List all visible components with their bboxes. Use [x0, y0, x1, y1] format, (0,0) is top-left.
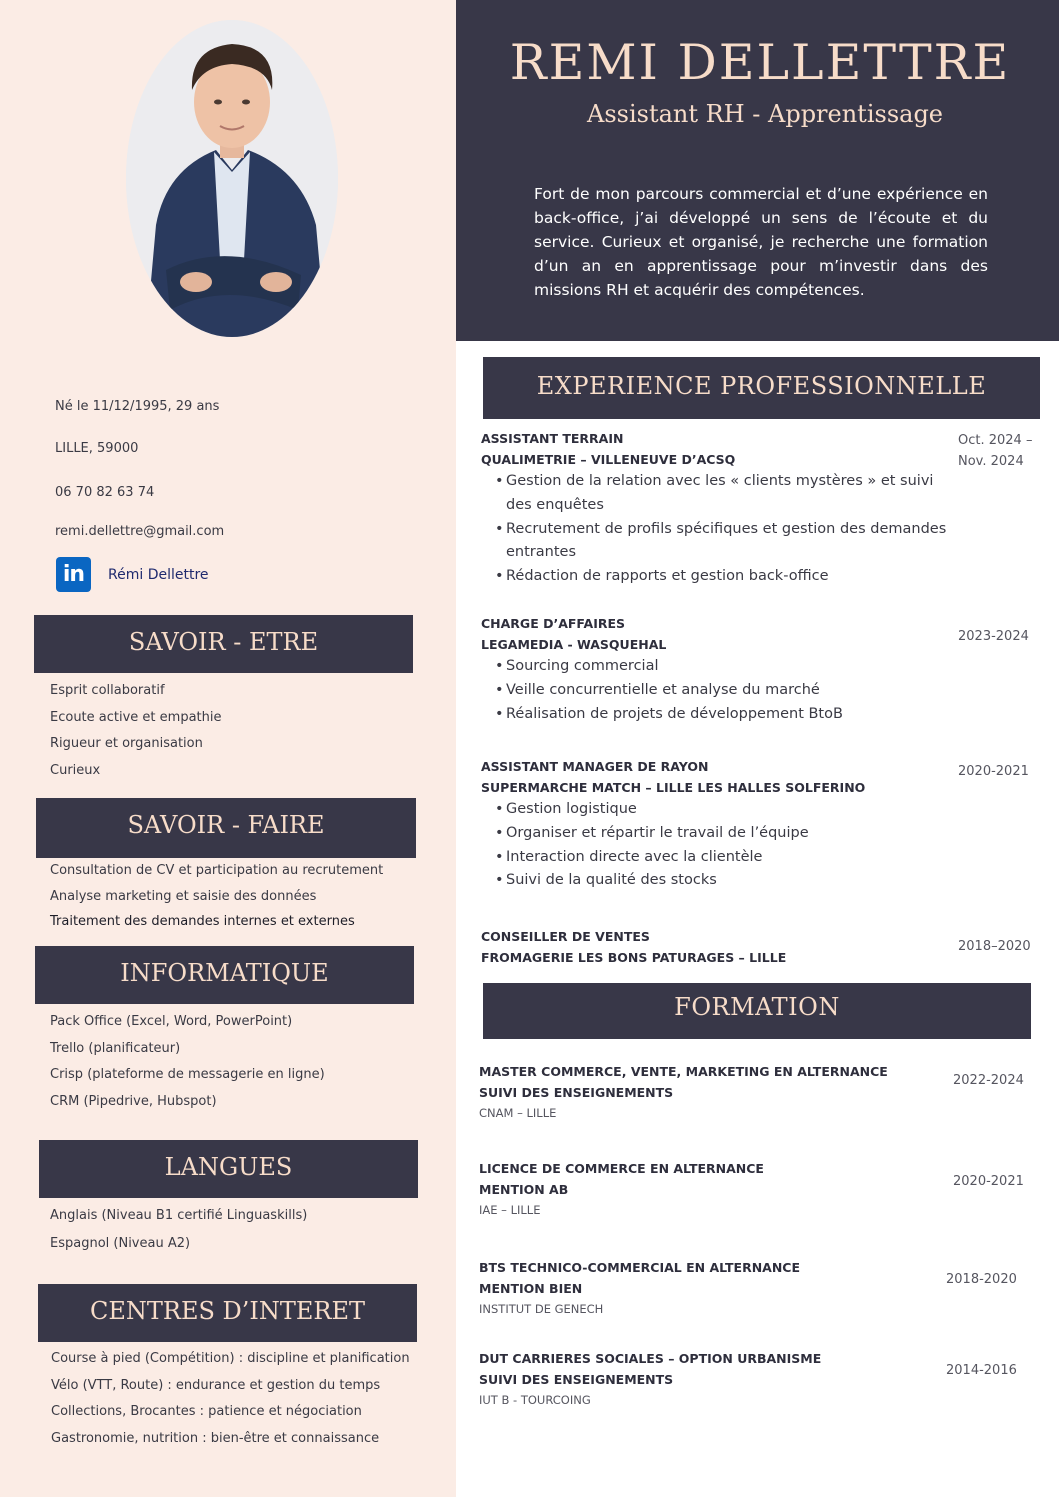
- section-header-experience: EXPERIENCE PROFESSIONNELLE: [483, 357, 1040, 419]
- education-date: 2014-2016: [946, 1363, 1017, 1378]
- list-item: Esprit collaboratif: [50, 683, 165, 698]
- linkedin-icon[interactable]: in: [56, 557, 91, 592]
- section-header-savoir-faire: SAVOIR - FAIRE: [36, 798, 416, 856]
- education-entry: [479, 1348, 909, 1411]
- section-header-centres-interet: CENTRES D’INTERET: [38, 1284, 417, 1342]
- experience-entry: [481, 428, 951, 589]
- list-item: • Réalisation de projets de développement BtoB: [495, 703, 951, 727]
- education-date: 2020-2021: [953, 1174, 1024, 1189]
- list-item: Ecoute active et empathie: [50, 709, 222, 725]
- job-role: ASSISTANT TERRAIN: [481, 431, 624, 446]
- interets-list: [51, 1346, 410, 1452]
- list-item: Course à pied (Compétition) : discipline et planification: [51, 1351, 410, 1366]
- list-item: • Suivi de la qualité des stocks: [495, 869, 951, 893]
- job-title: Assistant RH - Apprentissage: [586, 100, 944, 128]
- education-school: CNAM – LILLE: [479, 1106, 557, 1120]
- city: LILLE, 59000: [55, 441, 139, 456]
- job-role: CHARGE D’AFFAIRES: [481, 616, 626, 631]
- job-role: CONSEILLER DE VENTES: [481, 929, 650, 944]
- job-company: FROMAGERIE LES BONS PATURAGES – LILLE: [481, 950, 787, 965]
- section-header-langues: LANGUES: [39, 1140, 418, 1198]
- education-entry: [479, 1061, 909, 1124]
- education-school: IAE – LILLE: [479, 1203, 541, 1217]
- list-item: • Rédaction de rapports et gestion back-office: [495, 565, 951, 589]
- list-item: • Veille concurrentielle et analyse du marché: [495, 679, 951, 703]
- list-item: Collections, Brocantes : patience et négociation: [51, 1404, 362, 1419]
- savoir-faire-list: [50, 858, 383, 935]
- job-date: 2023-2024: [958, 629, 1029, 644]
- education-date: 2022-2024: [953, 1073, 1024, 1088]
- savoir-etre-list: [50, 678, 221, 784]
- birth-date: Né le 11/12/1995, 29 ans: [55, 399, 220, 414]
- list-item: • Interaction directe avec la clientèle: [495, 846, 951, 870]
- list-item: • Organiser et répartir le travail de l’équipe: [495, 822, 951, 846]
- education-entry: [479, 1257, 909, 1320]
- list-item: • Gestion de la relation avec les « clients mystères » et suivi des enquêtes: [495, 470, 951, 518]
- section-header-savoir-etre: SAVOIR - ETRE: [34, 615, 413, 673]
- education-title: MASTER COMMERCE, VENTE, MARKETING EN ALTERNANCE: [479, 1064, 888, 1079]
- education-date: 2018-2020: [946, 1272, 1017, 1287]
- education-mention: MENTION AB: [479, 1182, 569, 1197]
- email-address[interactable]: remi.dellettre@gmail.com: [55, 524, 225, 539]
- candidate-name: REMI DELLETTRE: [509, 34, 1011, 91]
- job-date: Oct. 2024 –: [958, 433, 1033, 448]
- job-date: 2020-2021: [958, 764, 1029, 779]
- job-bullets: [481, 470, 951, 589]
- job-company: SUPERMARCHE MATCH – LILLE LES HALLES SOLFERINO: [481, 780, 866, 795]
- list-item: • Gestion logistique: [495, 798, 951, 822]
- list-item: Analyse marketing et saisie des données: [50, 888, 317, 904]
- langues-list: [50, 1202, 307, 1258]
- job-date: Nov. 2024: [958, 454, 1024, 469]
- profile-photo: [126, 20, 338, 337]
- list-item: Consultation de CV et participation au recrutement: [50, 863, 384, 878]
- job-bullets: [481, 655, 951, 726]
- education-school: IUT B - TOURCOING: [479, 1393, 591, 1407]
- list-item: Traitement des demandes internes et externes: [50, 914, 355, 929]
- education-title: BTS TECHNICO-COMMERCIAL EN ALTERNANCE: [479, 1260, 801, 1275]
- list-item: CRM (Pipedrive, Hubspot): [50, 1093, 217, 1109]
- education-mention: SUIVI DES ENSEIGNEMENTS: [479, 1372, 674, 1387]
- list-item: Espagnol (Niveau A2): [50, 1236, 191, 1251]
- job-date: 2018–2020: [958, 939, 1031, 954]
- education-school: INSTITUT DE GENECH: [479, 1302, 604, 1316]
- list-item: Vélo (VTT, Route) : endurance et gestion du temps: [51, 1377, 381, 1393]
- list-item: Gastronomie, nutrition : bien-être et connaissance: [51, 1430, 380, 1446]
- job-company: LEGAMEDIA - WASQUEHAL: [481, 637, 667, 652]
- section-header-informatique: INFORMATIQUE: [35, 946, 414, 1004]
- experience-entry: [481, 926, 951, 968]
- list-item: Curieux: [50, 762, 101, 778]
- list-item: Rigueur et organisation: [50, 736, 203, 751]
- job-role: ASSISTANT MANAGER DE RAYON: [481, 759, 709, 774]
- list-item: • Recrutement de profils spécifiques et gestion des demandes entrantes: [495, 518, 951, 566]
- linkedin-link[interactable]: Rémi Dellettre: [108, 567, 209, 583]
- education-title: LICENCE DE COMMERCE EN ALTERNANCE: [479, 1161, 764, 1176]
- education-mention: MENTION BIEN: [479, 1281, 583, 1296]
- phone-number: 06 70 82 63 74: [55, 485, 155, 500]
- section-header-formation: FORMATION: [483, 983, 1031, 1039]
- list-item: Crisp (plateforme de messagerie en ligne): [50, 1067, 325, 1082]
- experience-entry: [481, 613, 951, 726]
- experience-entry: [481, 756, 951, 893]
- list-item: • Sourcing commercial: [495, 655, 951, 679]
- education-entry: [479, 1158, 909, 1221]
- list-item: Anglais (Niveau B1 certifié Linguaskills): [50, 1208, 308, 1223]
- list-item: Pack Office (Excel, Word, PowerPoint): [50, 1014, 293, 1029]
- list-item: Trello (planificateur): [50, 1040, 181, 1056]
- education-mention: SUIVI DES ENSEIGNEMENTS: [479, 1085, 674, 1100]
- job-company: QUALIMETRIE – VILLENEUVE D’ACSQ: [481, 452, 736, 467]
- education-title: DUT CARRIERES SOCIALES – OPTION URBANISME: [479, 1351, 822, 1366]
- job-bullets: [481, 798, 951, 893]
- informatique-list: [50, 1009, 325, 1115]
- profile-summary: Fort de mon parcours commercial et d’une expérience en back-office, j’ai développé un sens de l’écoute et du service. Curieux et organisé, je recherche une formation d’un an en apprentissage pour m’investir dans des missions RH et acquérir des compétences.: [534, 185, 988, 299]
